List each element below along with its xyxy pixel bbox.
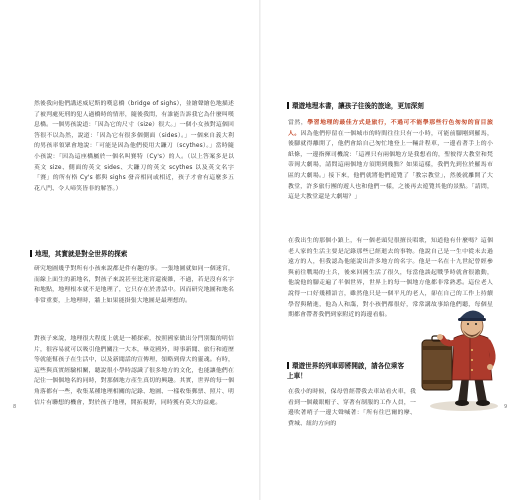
traveler-illustration bbox=[418, 300, 508, 412]
left-paragraph-1: 然後我向他們講述威尼斯的嘆息橋（bridge of sighs），並繪聲繪色地描述了被判處死刑的犯人過橋時的情形，隨後我問，有誰能告訴我它為什麼叫嘆息橋。一個男孩說道：「因為它的尺寸（size）很大。」一個小女孩對這個回答很不以為然，說道：「因為它有很多個側面（sides）。」一個來自義大利的男孩率領眾會地說：「可能是因為他們使用大鐮刀（scythes）。」當時隨小孩說：「因為這座橋屬於一個名叫賽特（Cy's）的人。（以上答案多是以英文 size、側面的英文 sides、大鐮刀的英文 scythes 以及英文名字「賽」的所有格 Cy's 都與 sighs 發音相同或相近，孩子才會有這麼多五花八門、令人啼笑皆非的解答。） bbox=[34, 101, 234, 192]
heading-marker bbox=[287, 102, 289, 109]
left-page-number: 8 bbox=[13, 404, 17, 410]
para1-rest: 因為他們停留在一個城市的時間往往只有一小時，可能前腳剛到羅馬，後腳就得離開了，他們會給自己匆忙地登上一輛計程車，一邊看著手上的小紙條，一邊指揮司機說：「這裡只有兩個地方是我想看的，聖彼得大教堂和梵蒂岡大劇場，請問這兩個地方須開到幾點？如果這樣，我們先到位於羅馬市區的大劇場。」接下來，他們就將他們遊覽了「教宗教堂」，然後就離開了大教堂，許多旅行團的遊人也和他們一樣，之後再去遊覽其他的景點。「請問，這是大教堂還是大劇場？」 bbox=[288, 130, 493, 201]
heading-marker bbox=[30, 250, 32, 257]
left-section-heading-text: 地理，其實就是對全世界的探索 bbox=[35, 250, 128, 258]
left-page bbox=[0, 0, 259, 500]
right-page bbox=[261, 0, 520, 500]
heading-marker bbox=[287, 362, 289, 369]
right-section-heading bbox=[287, 101, 502, 111]
right-section-heading-2-text: 環遊世界的列車即將開啟，請各位乘客上車！ bbox=[287, 362, 405, 380]
left-paragraph-2: 研究地圖幾乎對所有小孩來說都是件有趣的事。一張地圖就如同一個迷宮，而線上面生的新地名，對孩子來說甚至比迷宮還複雜，不過，若是沒有名字和地點，地理根本就不是地理了，它只存在於書話中。因而研究地圖和地名非常重要，上地理時，牆上如果能掛張大地圖是最理想的。 bbox=[34, 266, 234, 304]
left-paragraph-3: 對孩子來說，地理很大程度上就是一種探索，按照國家做出分門別類的明信片，很容易就可以吸引他們關注一大本，畢竟國外，時事新聞、旅行和遊歷等就能幫孩子在生活中，以及新聞話的宣傳理，領略到偉大的靈魂。有時，這些與真實經驗相關，聽說很小學時認識了很多地方的文化，也能讓他們在記住一個個地名的同時，對那個地方產生真切的興趣。其實，世界的每一個角落都有一些，收集某種地理相關的記錄、地圖、一樣收集郵票、照片、明信片有聯想的機會，對於孩子地理，開拓視野，同時獲有莫大的益處。 bbox=[34, 336, 234, 406]
right-paragraph-1 bbox=[288, 118, 493, 203]
left-section-heading bbox=[30, 249, 240, 259]
right-section-heading-text: 環遊地理本書，讓孩子往後的旅途，更加深刻 bbox=[292, 102, 424, 110]
highlighted-sentence: 學習地理的最佳方式是旅行，不過可不能學那些行色匆匆的盲目旅人。 bbox=[288, 120, 493, 137]
right-section-heading-2 bbox=[287, 361, 407, 381]
para1-prefix: 當然， bbox=[288, 120, 308, 126]
right-page-number: 9 bbox=[504, 404, 508, 410]
right-paragraph-3: 在我小的時候，保母曾經帶我去車站看火車，我看到一個戴眼帽子、穿著有制服的工作人員，一邊吹著哨子一邊大聲喊著：「所有往巴爾的摩、費城、紐約方向的 bbox=[288, 389, 416, 427]
right-paragraph-2: 在我出生的那個小鎮上，有一個老頭兒很擅長唱歌，知道他有什麼嗎？這個老人家的生活主要是記錄那些已經逝去的事物。他說自己是一生中從未去過遠方的人，但我認為他能說出許多地方的名字。他是一名在十九世紀曾經參與前往戰場的士兵，後來回國生活了很久，每當他談起戰爭時就會很激動，他說他的腳走遍了半個世界，世界上的每一個地方他都非常熟悉。這位老人說得一口好幾種語言，雖然他只是一個平凡的老人，卻在自己的工作上持續學習與精進，他為人和藹，對小孩們都很好，常常講故事給他們聽，每個星期都會帶著我們到家附近的海邊看船。 bbox=[288, 238, 493, 319]
